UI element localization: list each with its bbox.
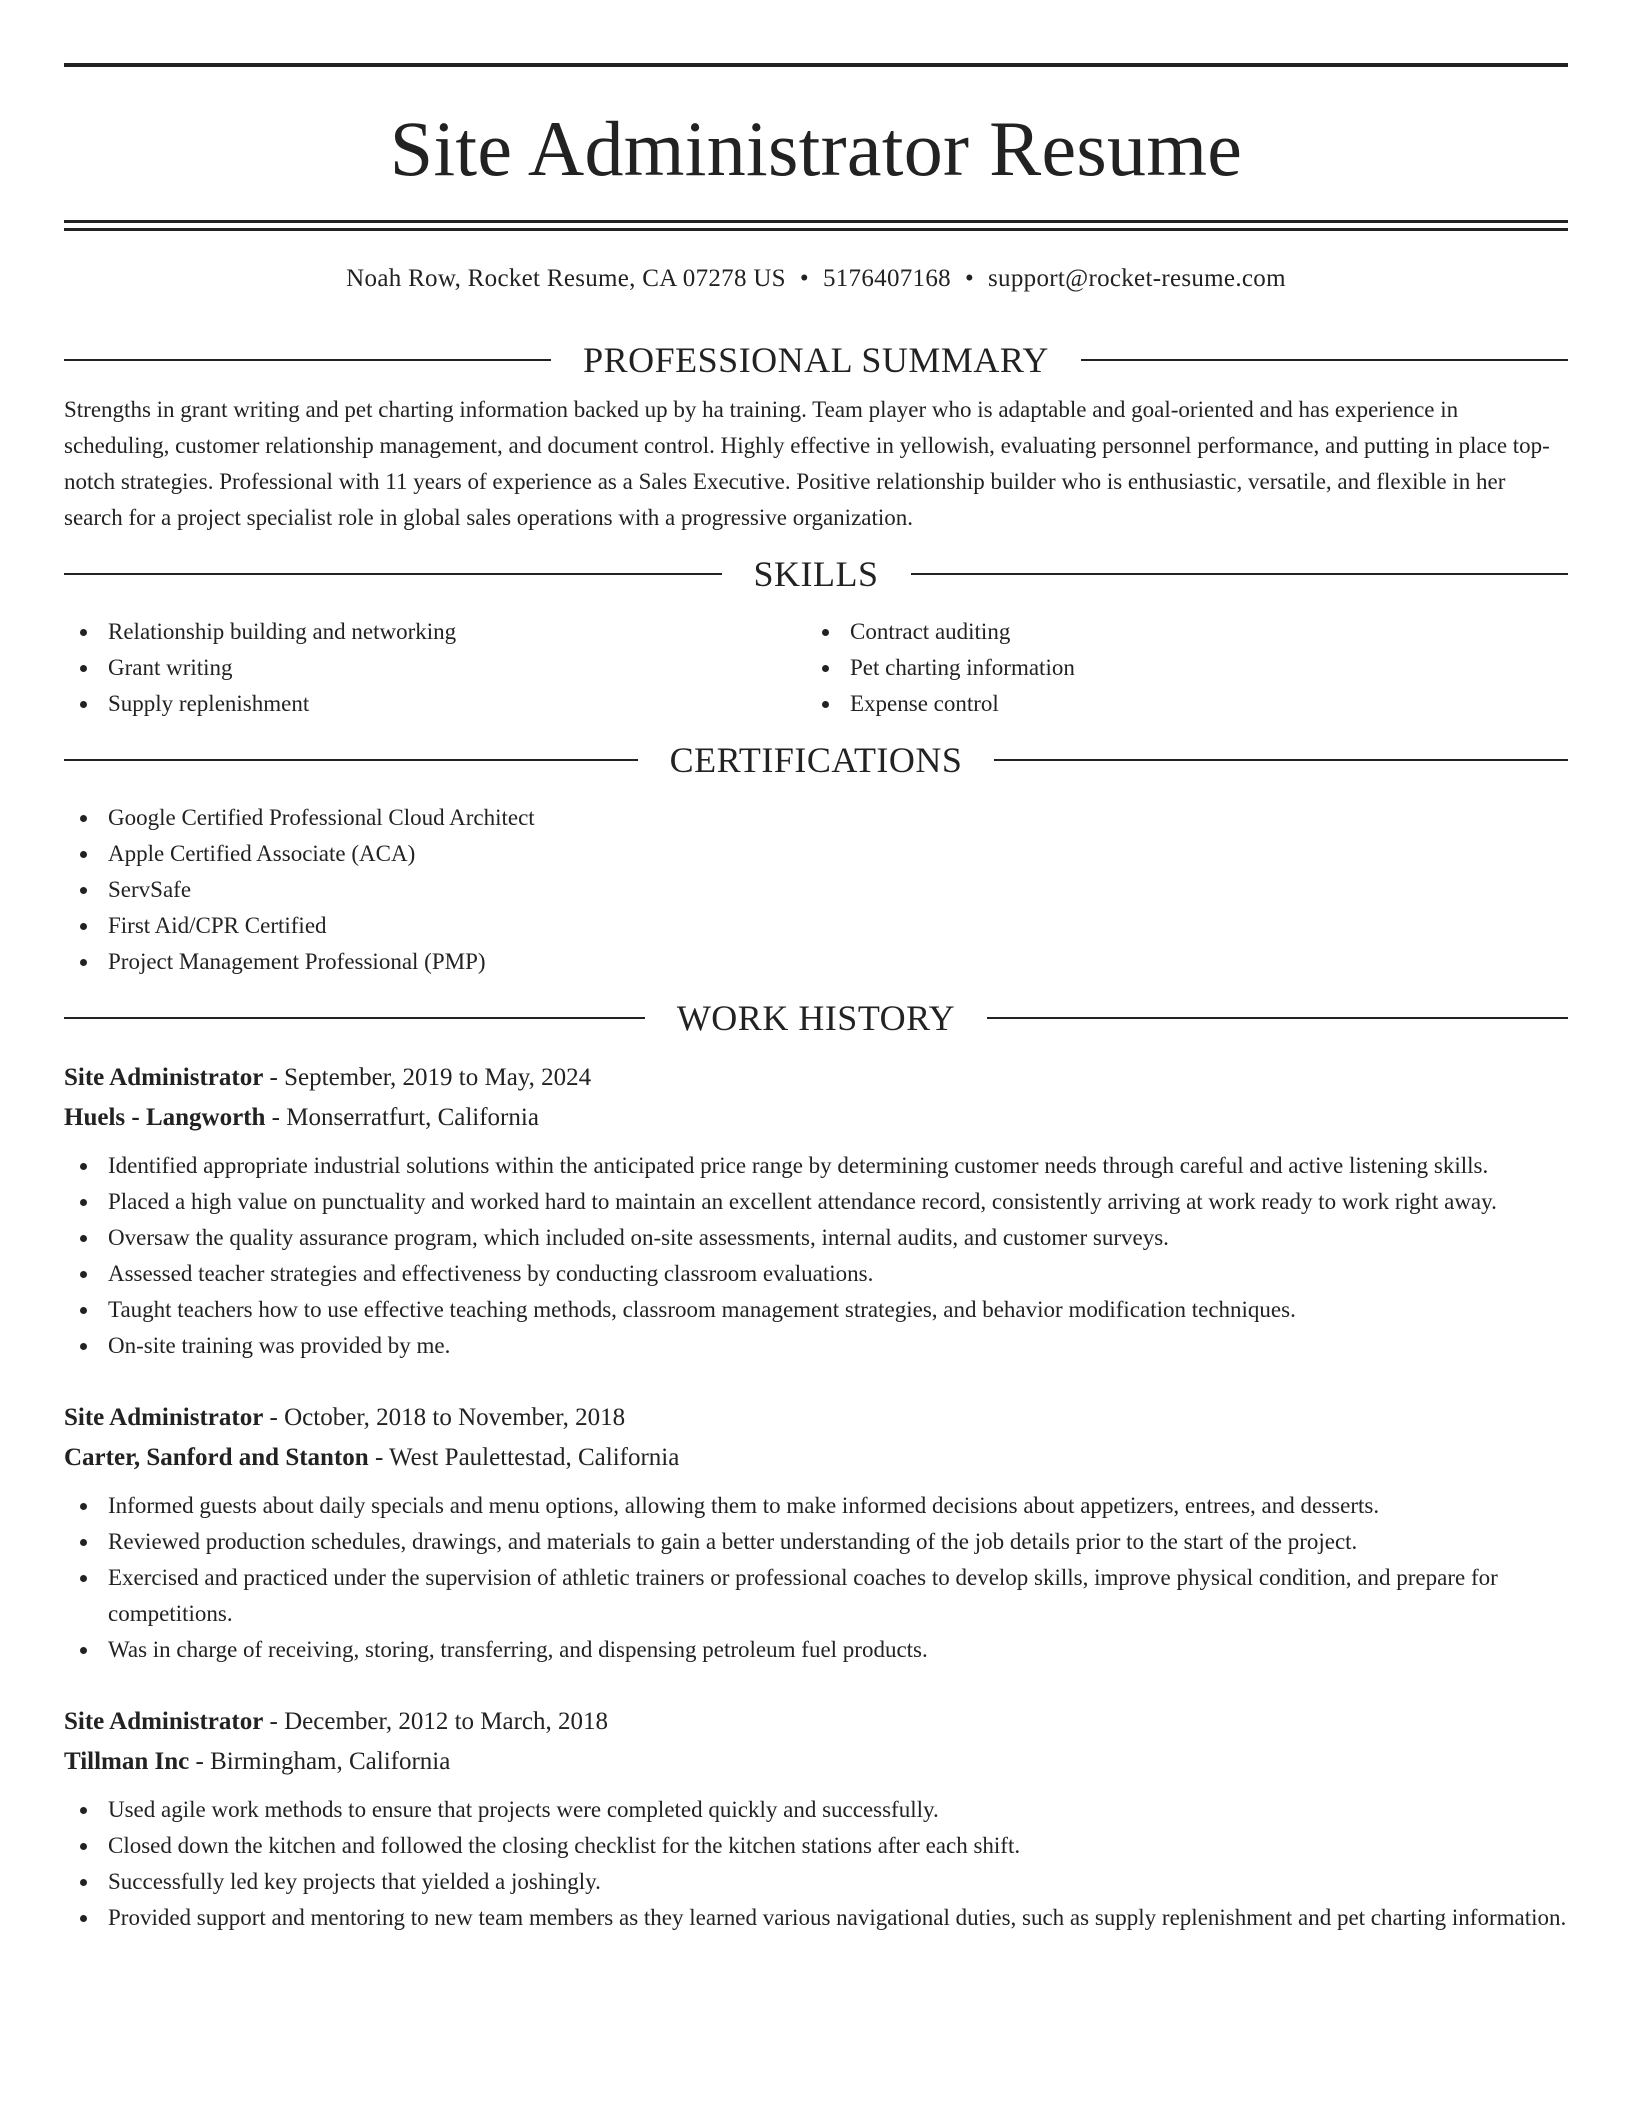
job-dates: - December, 2012 to March, 2018 — [263, 1708, 609, 1735]
job-location: - West Paulettestad, California — [368, 1444, 680, 1471]
job-bullets — [64, 1488, 1568, 1668]
skills-columns — [64, 614, 1568, 722]
job-title: Site Administrator — [64, 1404, 264, 1431]
job-entry — [64, 1702, 1568, 1936]
section-title-skills: SKILLS — [753, 554, 879, 594]
list-item: On-site training was provided by me. — [64, 1328, 1568, 1364]
list-item: Used agile work methods to ensure that projects were completed quickly and successfully. — [64, 1792, 1568, 1828]
job-company-line — [64, 1438, 1568, 1478]
list-item: Google Certified Professional Cloud Architect — [64, 800, 1568, 836]
contact-line — [64, 264, 1568, 294]
list-item: First Aid/CPR Certified — [64, 908, 1568, 944]
job-title: Site Administrator — [64, 1708, 264, 1735]
list-item: Expense control — [806, 686, 1548, 722]
list-item: Reviewed production schedules, drawings, and materials to gain a better understanding of the job details prior to the start of the project. — [64, 1524, 1568, 1560]
header-rule — [911, 573, 1569, 575]
contact-phone: 5176407168 — [822, 265, 951, 292]
list-item: Assessed teacher strategies and effectiveness by conducting classroom evaluations. — [64, 1256, 1568, 1292]
job-bullets — [64, 1792, 1568, 1936]
list-item: Exercised and practiced under the supervision of athletic trainers or professional coaches to develop skills, improve physical condition, and prepare for competitions. — [64, 1560, 1568, 1632]
header-rule — [1081, 359, 1568, 361]
section-header-work — [64, 998, 1568, 1038]
certifications-list — [64, 800, 1568, 980]
list-item: Identified appropriate industrial solutions within the anticipated price range by determining customer needs through careful and active listening skills. — [64, 1148, 1568, 1184]
contact-email: support@rocket-resume.com — [988, 265, 1286, 292]
job-company: Huels - Langworth — [64, 1104, 266, 1131]
skills-list-right — [806, 614, 1548, 722]
job-title-line — [64, 1702, 1568, 1742]
list-item: Relationship building and networking — [64, 614, 806, 650]
list-item: ServSafe — [64, 872, 1568, 908]
job-company: Tillman Inc — [64, 1748, 190, 1775]
section-title-work: WORK HISTORY — [676, 998, 956, 1038]
list-item: Oversaw the quality assurance program, which included on-site assessments, internal audits, and customer surveys. — [64, 1220, 1568, 1256]
job-title-line — [64, 1398, 1568, 1438]
top-rule — [64, 63, 1568, 67]
contact-separator: • — [964, 265, 975, 292]
section-header-skills — [64, 554, 1568, 594]
list-item: Closed down the kitchen and followed the closing checklist for the kitchen stations after each shift. — [64, 1828, 1568, 1864]
header-rule — [64, 359, 551, 361]
job-entry — [64, 1058, 1568, 1364]
job-company: Carter, Sanford and Stanton — [64, 1444, 369, 1471]
job-bullets — [64, 1148, 1568, 1364]
job-location: - Birmingham, California — [189, 1748, 451, 1775]
summary-paragraph: Strengths in grant writing and pet charting information backed up by ha training. Team player who is adaptable and goal-oriented and has experience in scheduling, customer relationship management, and document control. Highly effective in yellowish, evaluating personnel performance, and putting in place top-notch strategies. Professional with 11 years of experience as a Sales Executive. Positive relationship builder who is enthusiastic, versatile, and flexible in her search for a project specialist role in global sales operations with a progressive organization. — [64, 397, 1550, 530]
section-title-summary: PROFESSIONAL SUMMARY — [583, 340, 1049, 380]
list-item: Apple Certified Associate (ACA) — [64, 836, 1568, 872]
resume-title: Site Administrator Resume — [389, 105, 1243, 192]
skills-list-left — [64, 614, 806, 722]
list-item: Project Management Professional (PMP) — [64, 944, 1568, 980]
title-double-rule — [64, 220, 1568, 231]
list-item: Was in charge of receiving, storing, transferring, and dispensing petroleum fuel products. — [64, 1632, 1568, 1668]
header-rule — [64, 759, 638, 761]
job-entry — [64, 1398, 1568, 1668]
job-dates: - October, 2018 to November, 2018 — [263, 1404, 626, 1431]
list-item: Pet charting information — [806, 650, 1548, 686]
job-location: - Monserratfurt, California — [265, 1104, 539, 1131]
contact-address: Noah Row, Rocket Resume, CA 07278 US — [346, 265, 786, 292]
list-item: Supply replenishment — [64, 686, 806, 722]
job-company-line — [64, 1742, 1568, 1782]
job-dates: - September, 2019 to May, 2024 — [263, 1064, 592, 1091]
list-item: Informed guests about daily specials and menu options, allowing them to make informed decisions about appetizers, entrees, and desserts. — [64, 1488, 1568, 1524]
header-rule — [64, 573, 722, 575]
list-item: Taught teachers how to use effective teaching methods, classroom management strategies, and behavior modification techniques. — [64, 1292, 1568, 1328]
contact-separator: • — [799, 265, 809, 292]
job-title-line — [64, 1058, 1568, 1098]
header-rule — [64, 1017, 645, 1019]
resume-content — [64, 63, 1568, 1936]
section-header-summary — [64, 340, 1568, 380]
list-item: Successfully led key projects that yielded a joshingly. — [64, 1864, 1568, 1900]
section-title-certifications: CERTIFICATIONS — [669, 740, 963, 780]
list-item: Placed a high value on punctuality and worked hard to maintain an excellent attendance record, consistently arriving at work ready to work right away. — [64, 1184, 1568, 1220]
job-company-line — [64, 1098, 1568, 1138]
list-item: Grant writing — [64, 650, 806, 686]
header-rule — [994, 759, 1568, 761]
list-item: Contract auditing — [806, 614, 1548, 650]
job-title: Site Administrator — [64, 1064, 264, 1091]
section-header-certifications — [64, 740, 1568, 780]
list-item: Provided support and mentoring to new team members as they learned various navigational duties, such as supply replenishment and pet charting information. — [64, 1900, 1568, 1936]
header-rule — [987, 1017, 1568, 1019]
